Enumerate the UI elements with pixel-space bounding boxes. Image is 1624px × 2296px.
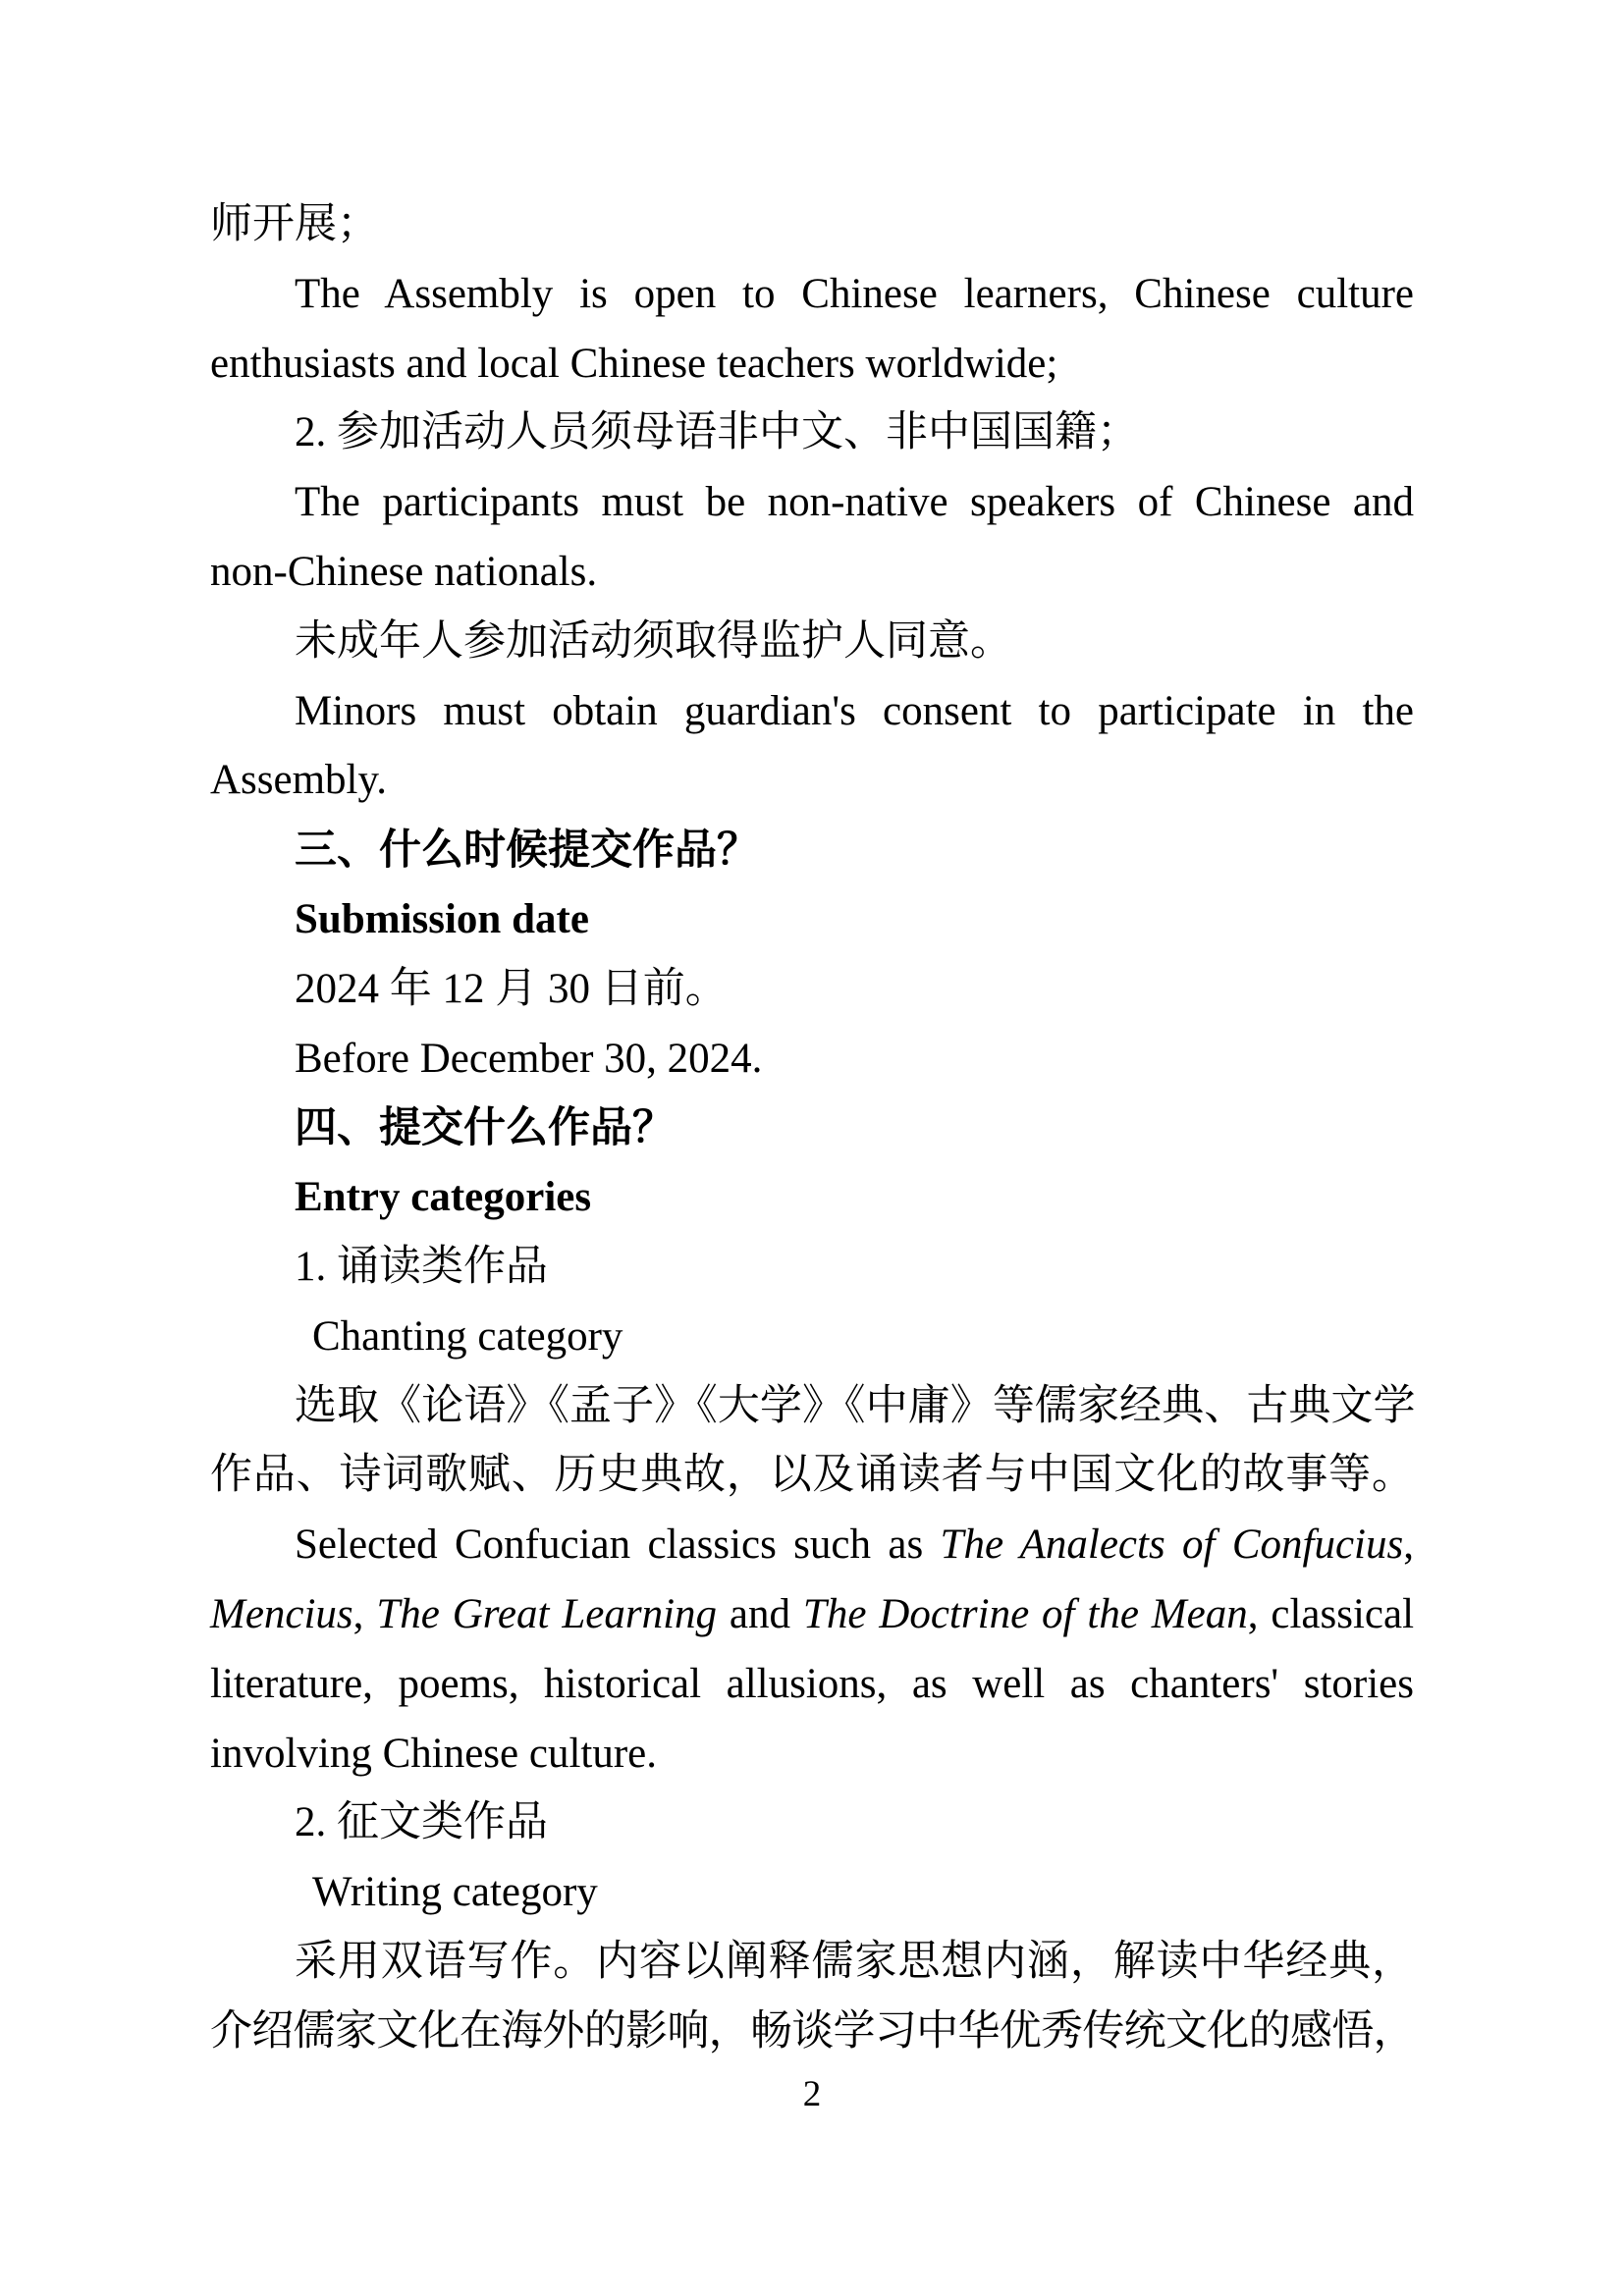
text-line [210,746,1414,816]
text-line [210,885,1414,955]
text-line [210,1998,1414,2067]
text-segment: Minors must obtain guardian's consent to participate in the [295,687,1414,734]
text-line [210,608,1414,677]
text-segment: 2. 参加活动人员须母语非中文、非中国国籍； [295,409,1139,456]
text-segment: 三、什么时候提交作品？ [295,827,759,875]
text-segment: literature, poems, historical allusions, as well as chanters' stories [210,1660,1414,1707]
book-title-italic: The Doctrine of the Mean [802,1590,1248,1637]
text-segment: non-Chinese nationals. [210,548,598,595]
text-segment: The Assembly is open to Chinese learners, Chinese culture [295,270,1414,317]
page-number: 2 [802,2074,822,2114]
text-segment: 2. 征文类作品 [295,1799,548,1846]
text-segment: The participants must be non-native speakers of Chinese and [295,479,1414,526]
book-title-italic: The Analects of Confucius [940,1522,1404,1569]
text-segment: 2024 年 12 月 30 日前。 [295,965,728,1012]
text-segment: 师开展； [210,201,379,247]
book-title-italic: The Great Learning [376,1590,718,1637]
text-line [210,1094,1414,1163]
text-line [210,260,1414,330]
text-line [210,1650,1414,1720]
text-segment: enthusiasts and local Chinese teachers worldwide; [210,340,1058,387]
text-segment: , classical [1247,1590,1415,1637]
text-segment: 选取《论语》《孟子》《大学》《中庸》等儒家经典、古典文学 [295,1382,1414,1429]
text-segment: and [717,1590,803,1637]
text-line [210,330,1414,400]
text-line [210,1372,1414,1442]
text-segment: 四、提交什么作品？ [295,1104,675,1152]
text-segment: Selected Confucian classics such as [295,1522,941,1569]
text-line [210,538,1414,608]
text-segment: involving Chinese culture. [210,1730,658,1777]
book-title-italic: Mencius [210,1590,353,1637]
text-line [210,190,1414,260]
text-segment: 未成年人参加活动须取得监护人同意。 [295,617,1012,665]
text-segment: 1. 诵读类作品 [295,1243,548,1290]
text-segment: 作品、诗词歌赋、历史典故，以及诵读者与中国文化的故事等。 [210,1452,1414,1499]
text-line [210,1303,1414,1372]
text-line [210,955,1414,1025]
text-segment: Submission date [295,895,589,942]
text-line [210,1441,1414,1511]
text-line [210,816,1414,885]
text-segment: , [352,1590,377,1637]
text-segment: Before December 30, 2024. [295,1035,763,1082]
text-line [210,468,1414,538]
text-line [210,1789,1414,1858]
text-segment: 介绍儒家文化在海外的影响，畅谈学习中华优秀传统文化的感悟， [210,2007,1414,2055]
text-line [210,399,1414,468]
text-line [210,1025,1414,1095]
text-line [210,1511,1414,1580]
document-body [210,190,1414,2067]
text-segment: Writing category [312,1869,598,1916]
text-line [210,1233,1414,1303]
text-line [210,1928,1414,1998]
text-line [210,1163,1414,1233]
text-line [210,1858,1414,1928]
text-line [210,677,1414,747]
text-line [210,1580,1414,1650]
text-line [210,1720,1414,1789]
text-segment: Assembly. [210,757,387,804]
text-segment: Chanting category [312,1312,623,1360]
text-segment: , [1403,1522,1414,1569]
text-segment: Entry categories [295,1174,592,1221]
text-segment: 采用双语写作。内容以阐释儒家思想内涵，解读中华经典， [295,1938,1414,1985]
